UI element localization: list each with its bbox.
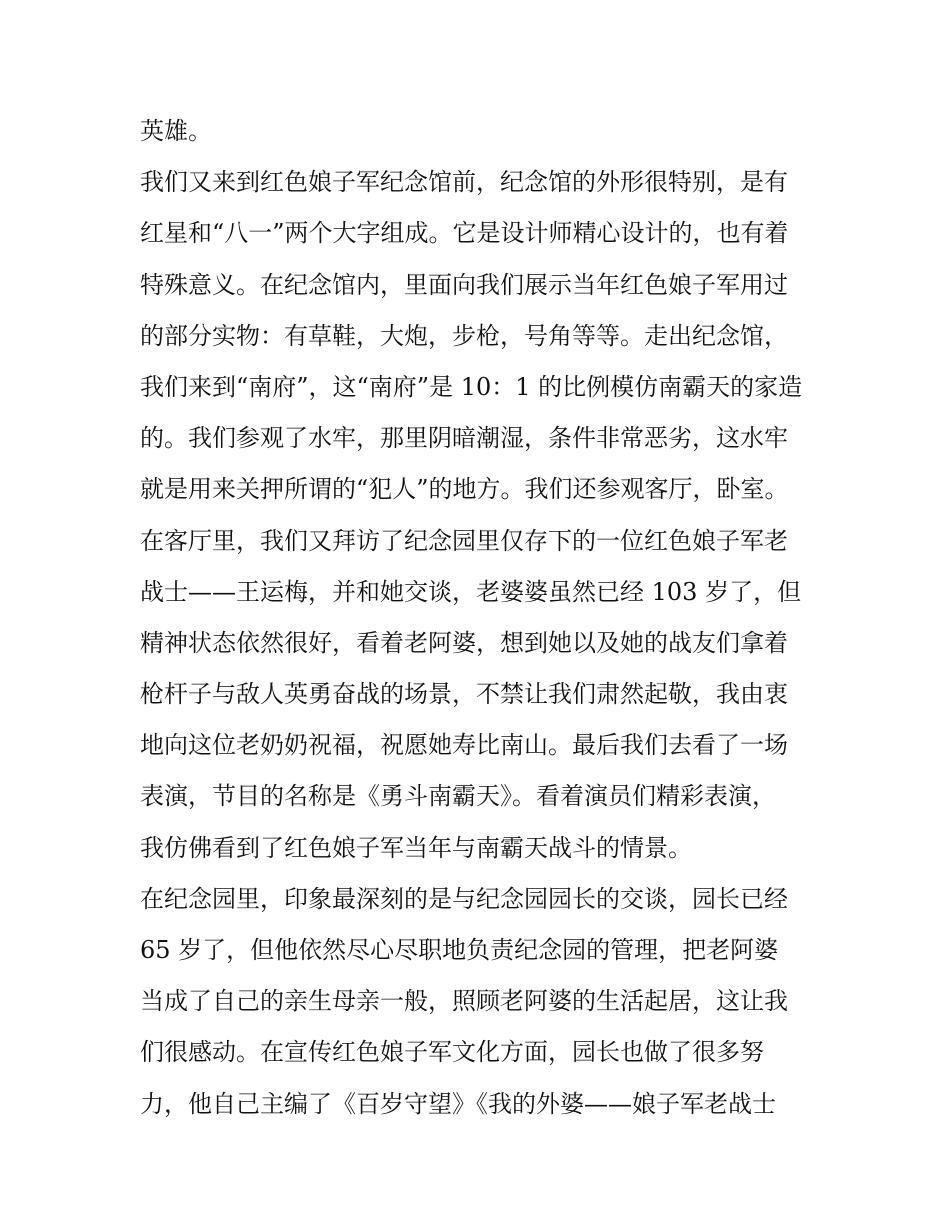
text-line: 枪杆子与敌人英勇奋战的场景，不禁让我们肃然起敬，我由衷 xyxy=(140,680,788,709)
text-line: 在客厅里，我们又拜访了纪念园里仅存下的一位红色娘子军老 xyxy=(140,526,788,555)
text-line: 的。我们参观了水牢，那里阴暗潮湿，条件非常恶劣，这水牢 xyxy=(140,424,788,453)
text-line: 我们来到“南府”，这“南府”是 10：1 的比例模仿南霸天的家造 xyxy=(140,372,803,401)
text-line: 特殊意义。在纪念馆内，里面向我们展示当年红色娘子军用过 xyxy=(140,270,788,299)
text-line: 地向这位老奶奶祝福，祝愿她寿比南山。最后我们去看了一场 xyxy=(140,731,788,760)
text-line: 的部分实物：有草鞋，大炮，步枪，号角等等。走出纪念馆， xyxy=(140,321,788,350)
text-line: 在纪念园里，印象最深刻的是与纪念园园长的交谈，园长已经 xyxy=(140,884,788,913)
text-line: 我们又来到红色娘子军纪念馆前，纪念馆的外形很特别，是有 xyxy=(140,168,788,197)
text-line: 我仿佛看到了红色娘子军当年与南霸天战斗的情景。 xyxy=(140,833,692,862)
text-line: 们很感动。在宣传红色娘子军文化方面，园长也做了很多努 xyxy=(140,1038,764,1067)
text-line: 英雄。 xyxy=(140,117,212,145)
text-line: 就是用来关押所谓的“犯人”的地方。我们还参观客厅，卧室。 xyxy=(140,475,789,504)
text-line: 当成了自己的亲生母亲一般，照顾老阿婆的生活起居，这让我 xyxy=(140,987,788,1016)
text-line: 力，他自己主编了《百岁守望》《我的外婆——娘子军老战士 xyxy=(140,1089,776,1118)
text-line: 战士——王运梅，并和她交谈，老婆婆虽然已经 103 岁了，但 xyxy=(140,577,802,606)
text-line: 65 岁了，但他依然尽心尽职地负责纪念园的管理，把老阿婆 xyxy=(140,936,779,964)
document-body xyxy=(140,106,820,1130)
text-line: 精神状态依然很好，看着老阿婆，想到她以及她的战友们拿着 xyxy=(140,628,788,657)
text-line: 表演，节目的名称是《勇斗南霸天》。看着演员们精彩表演， xyxy=(140,782,776,811)
text-line: 红星和“八一”两个大字组成。它是设计师精心设计的，也有着 xyxy=(140,219,789,248)
